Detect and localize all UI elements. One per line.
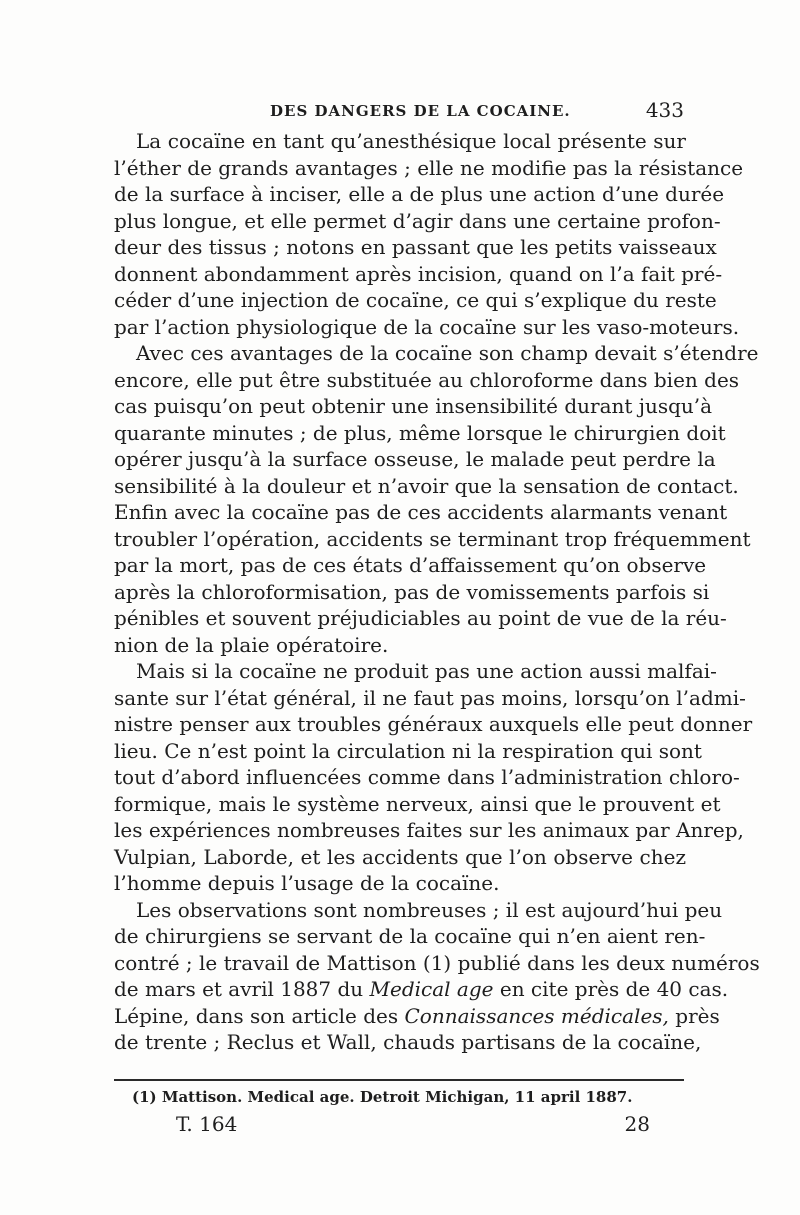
text-line: après la chloroformisation, pas de vomissements parfois si (114, 579, 710, 604)
text-line: contré ; le travail de Mattison (1) publié dans les deux numéros (114, 950, 760, 975)
footnote: (1) Mattison. Medical age. Detroit Michigan, 11 april 1887. (132, 1088, 633, 1106)
text-line: Avec ces avantages de la cocaïne son champ devait s’étendre (136, 341, 759, 365)
text-line: Vulpian, Laborde, et les accidents que l’on observe chez (114, 844, 686, 869)
page-header (112, 98, 684, 126)
text-line: de chirurgiens se servant de la cocaïne qui n’en aient ren- (114, 924, 706, 948)
body-text (114, 128, 760, 1056)
journal-title: Medical age (369, 977, 494, 1001)
text-line: Enfin avec la cocaïne pas de ces accidents alarmants venant (114, 500, 728, 524)
sheet-number: 28 (624, 1112, 650, 1136)
text-line-with-citation (114, 976, 729, 1003)
text-line: céder d’une injection de cocaïne, ce qui s’explique du reste (114, 288, 717, 312)
text-line: cas puisqu’on peut obtenir une insensibilité durant jusqu’à (114, 394, 713, 418)
text-line: sensibilité à la douleur et n’avoir que la sensation de contact. (114, 473, 739, 498)
text-line: formique, mais le système nerveux, ainsi que le prouvent et (114, 791, 721, 816)
text-line: sante sur l’état général, il ne faut pas moins, lorsqu’on l’admi- (114, 685, 746, 710)
text-line: encore, elle put être substituée au chloroforme dans bien des (114, 367, 740, 392)
text-line: tout d’abord influencées comme dans l’administration chloro- (114, 765, 740, 789)
text-line: l’homme depuis l’usage de la cocaïne. (114, 871, 500, 895)
text-line: pénibles et souvent préjudiciables au point de vue de la réu- (114, 606, 727, 630)
text-line-with-citation (114, 1003, 720, 1030)
text-line: Les observations sont nombreuses ; il est aujourd’hui peu (136, 897, 723, 922)
footnote-rule (114, 1079, 684, 1081)
text-line: Mais si la cocaïne ne produit pas une action aussi malfai- (136, 659, 717, 683)
text-line: les expériences nombreuses faites sur les animaux par Anrep, (114, 818, 744, 842)
text-line: lieu. Ce n’est point la circulation ni la respiration qui sont (114, 738, 702, 763)
text-segment: Lépine, dans son article des (114, 1003, 405, 1028)
text-line: nistre penser aux troubles généraux auxquels elle peut donner (114, 712, 753, 736)
text-line: troubler l’opération, accidents se terminant trop fréquemment (114, 526, 751, 551)
text-line: de la surface à inciser, elle a de plus une action d’une durée (114, 182, 725, 206)
text-segment: près (668, 1003, 720, 1028)
text-line: deur des tissus ; notons en passant que les petits vaisseaux (114, 235, 717, 259)
text-line: nion de la plaie opératoire. (114, 632, 389, 657)
text-line: l’éther de grands avantages ; elle ne modifie pas la résistance (114, 155, 744, 180)
page-number: 433 (645, 98, 684, 122)
text-line: quarante minutes ; de plus, même lorsque le chirurgien doit (114, 420, 726, 445)
text-line: de trente ; Reclus et Wall, chauds partisans de la cocaïne, (114, 1030, 702, 1054)
text-segment: de mars et avril 1887 du (114, 977, 370, 1001)
text-line: donnent abondamment après incision, quand on l’a fait pré- (114, 261, 723, 286)
text-line: par la mort, pas de ces états d’affaissement qu’on observe (114, 553, 707, 577)
running-title: DES DANGERS DE LA COCAINE. (270, 102, 571, 120)
text-line: La cocaïne en tant qu’anesthésique local présente sur (136, 129, 686, 153)
text-line: plus longue, et elle permet d’agir dans une certaine profon- (114, 208, 721, 233)
text-segment: en cite près de 40 cas. (493, 977, 729, 1001)
text-line: par l’action physiologique de la cocaïne sur les vaso-moteurs. (114, 314, 740, 339)
signature-mark: T. 164 (176, 1112, 238, 1136)
text-line: opérer jusqu’à la surface osseuse, le malade peut perdre la (114, 447, 716, 471)
journal-title: Connaissances médicales, (404, 1003, 669, 1028)
